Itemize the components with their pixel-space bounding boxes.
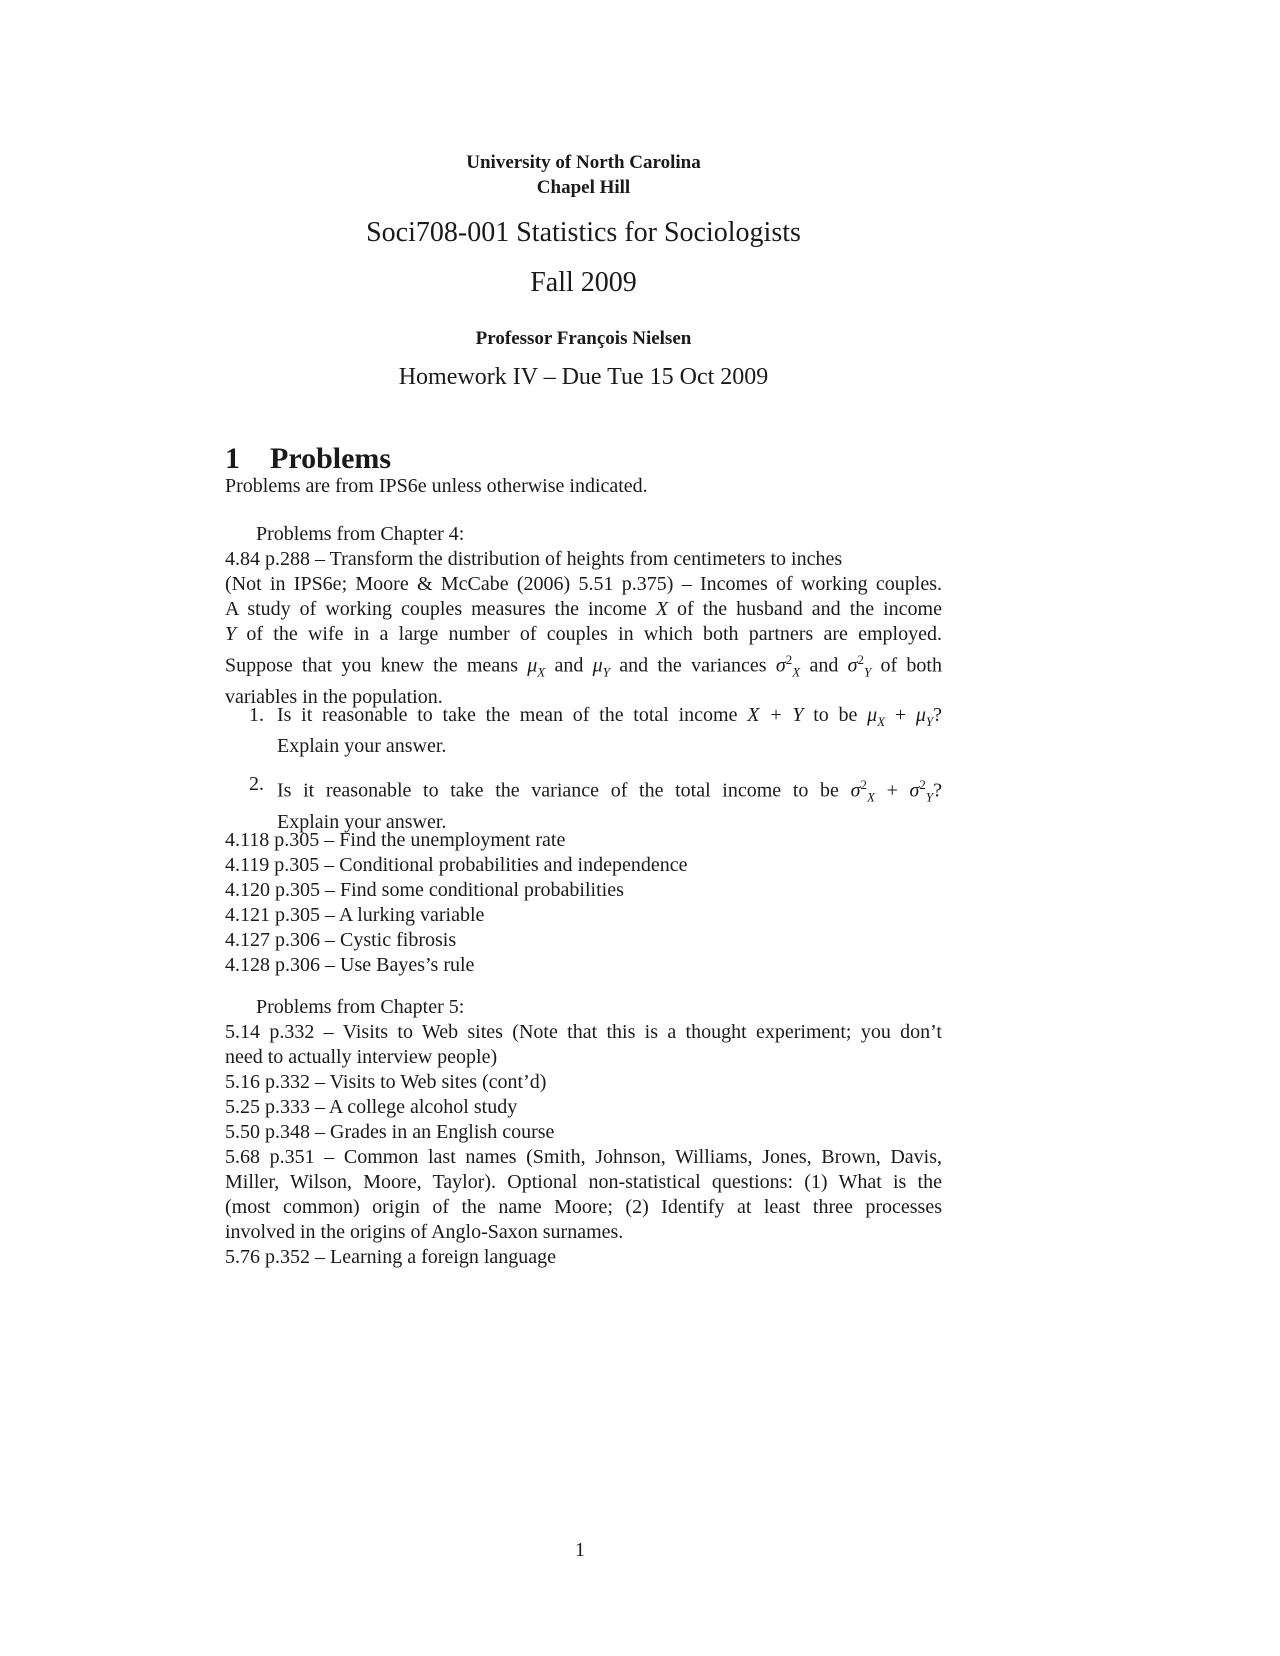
course-title: Soci708-001 Statistics for Sociologists [366,217,801,248]
problem-line: 4.118 p.305 – Find the unemployment rate [225,829,566,851]
problem-line: 5.14 p.332 – Visits to Web sites (Note that this is a thought experiment; you don’t [225,1021,942,1043]
question-text: Explain your answer. [277,735,447,757]
question-list [225,703,942,848]
couples-line: A study of working couples measures the income X of the husband and the income [225,598,942,620]
homework-title: Homework IV – Due Tue 15 Oct 2009 [398,364,769,390]
list-item [225,772,942,835]
problem-line: need to actually interview people) [225,1046,498,1068]
problem-line: involved in the origins of Anglo-Saxon surnames. [225,1221,624,1243]
chapter4-block [225,522,942,710]
chapter5-block [225,995,942,1270]
problem-line: 5.50 p.348 – Grades in an English course [225,1121,555,1143]
chapter5-heading: Problems from Chapter 5: [256,996,465,1018]
problem-line: 4.119 p.305 – Conditional probabilities and independence [225,854,688,876]
problem-line: (most common) origin of the name Moore; (2) Identify at least three processes [225,1196,942,1218]
problem-line: 4.84 p.288 – Transform the distribution of heights from centimeters to inches [225,548,843,570]
list-item [225,703,942,759]
problem-line: Miller, Wilson, Moore, Taylor). Optional non-statistical questions: (1) What is the [225,1171,942,1193]
problem-line: 5.68 p.351 – Common last names (Smith, Johnson, Williams, Jones, Brown, Davis, [225,1146,942,1168]
couples-line: Y of the wife in a large number of couples in which both partners are employed. [225,623,942,645]
chapter4-problem-list [225,828,942,978]
page-number: 1 [575,1539,585,1561]
section-heading [225,441,391,477]
problem-line: 4.128 p.306 – Use Bayes’s rule [225,954,475,976]
problem-line: 4.121 p.305 – A lurking variable [225,904,485,926]
problem-line: 5.16 p.332 – Visits to Web sites (cont’d) [225,1071,547,1093]
section-number: 1 [225,442,240,475]
problem-line: 5.25 p.333 – A college alcohol study [225,1096,518,1118]
couples-line: variables in the population. [225,685,443,708]
question-number: 1. [249,704,264,726]
problem-line: 4.127 p.306 – Cystic fibrosis [225,929,457,951]
couples-line: Suppose that you knew the means $\mu_X$ and $\mu_Y$ and the variances $\sigma^2_X$ and $\sigma^2_Y$ of both [225,652,942,680]
chapter4-heading: Problems from Chapter 4: [256,523,465,545]
question-text: Is it reasonable to take the mean of the total income X + Y to be $\mu_X + \mu_Y$? [277,704,943,729]
term: Fall 2009 [530,267,637,298]
title-block [225,150,942,200]
university-name: University of North Carolina [466,152,701,173]
section-title: Problems [270,442,392,475]
question-number: 2. [249,773,264,795]
section-intro: Problems are from IPS6e unless otherwise indicated. [225,475,648,497]
problem-line: 4.120 p.305 – Find some conditional probabilities [225,879,624,901]
question-text: Is it reasonable to take the variance of the total income to be $\sigma^2_X + \sigma^2_Y$? [277,777,943,805]
couples-line: (Not in IPS6e; Moore & McCabe (2006) 5.51 p.375) – Incomes of working couples. [225,573,942,595]
question-text: Explain your answer. [277,810,447,833]
campus-name: Chapel Hill [536,177,631,198]
problem-line: 5.76 p.352 – Learning a foreign language [225,1246,557,1268]
professor: Professor François Nielsen [475,328,692,349]
